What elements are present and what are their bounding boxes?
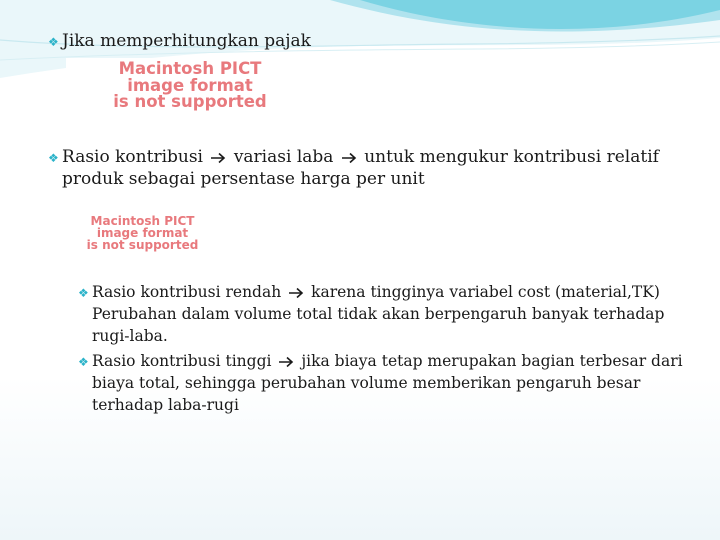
- arrow-right-icon: [341, 152, 357, 164]
- bullet-item-2: [48, 146, 698, 190]
- bullet-text-line: Perubahan dalam volume total tidak akan berpengaruh banyak terhadap: [92, 305, 665, 323]
- bullet-text-line: produk sebagai persentase harga per unit: [62, 169, 425, 189]
- bullet-text-part: karena tingginya variabel cost (material,TK): [311, 283, 660, 301]
- bullet-text: [92, 281, 698, 347]
- placeholder-line: image format: [96, 226, 189, 240]
- sub-bullet-item-1: [78, 281, 698, 347]
- bullet-text-part: Rasio kontribusi: [62, 147, 203, 167]
- placeholder-line: image format: [127, 75, 253, 95]
- placeholder-line: is not supported: [86, 238, 199, 252]
- bullet-text-part: jika biaya tetap merupakan bagian terbesar dari: [301, 352, 683, 370]
- bullet-text-part: variasi laba: [233, 147, 334, 167]
- bullet-text-part: Rasio kontribusi rendah: [92, 283, 282, 301]
- bullet-text: Jika memperhitungkan pajak: [62, 31, 311, 51]
- bullet-item-1: [48, 30, 688, 53]
- arrow-right-icon: [210, 152, 226, 164]
- bullet-text-line: rugi-laba.: [92, 327, 168, 345]
- arrow-right-icon: [278, 356, 294, 368]
- unsupported-image-placeholder: [66, 58, 314, 114]
- bullet-text-part: Rasio kontribusi tinggi: [92, 352, 272, 370]
- bullet-text: [92, 350, 698, 416]
- bullet-text-line: terhadap laba-rugi: [92, 396, 239, 414]
- placeholder-line: Macintosh PICT: [90, 214, 195, 228]
- arrow-right-icon: [288, 287, 304, 299]
- bullet-icon: ❖: [78, 286, 89, 300]
- bullet-text-part: untuk mengukur kontribusi relatif: [364, 147, 659, 167]
- placeholder-line: Macintosh PICT: [118, 59, 262, 79]
- unsupported-image-placeholder: [57, 212, 228, 254]
- bullet-text: [62, 146, 698, 190]
- bullet-icon: ❖: [48, 35, 59, 49]
- placeholder-line: is not supported: [113, 92, 267, 112]
- bullet-icon: ❖: [78, 355, 89, 369]
- sub-bullet-item-2: [78, 350, 698, 416]
- bullet-icon: ❖: [48, 151, 59, 165]
- bullet-text-line: biaya total, sehingga perubahan volume memberikan pengaruh besar: [92, 374, 641, 392]
